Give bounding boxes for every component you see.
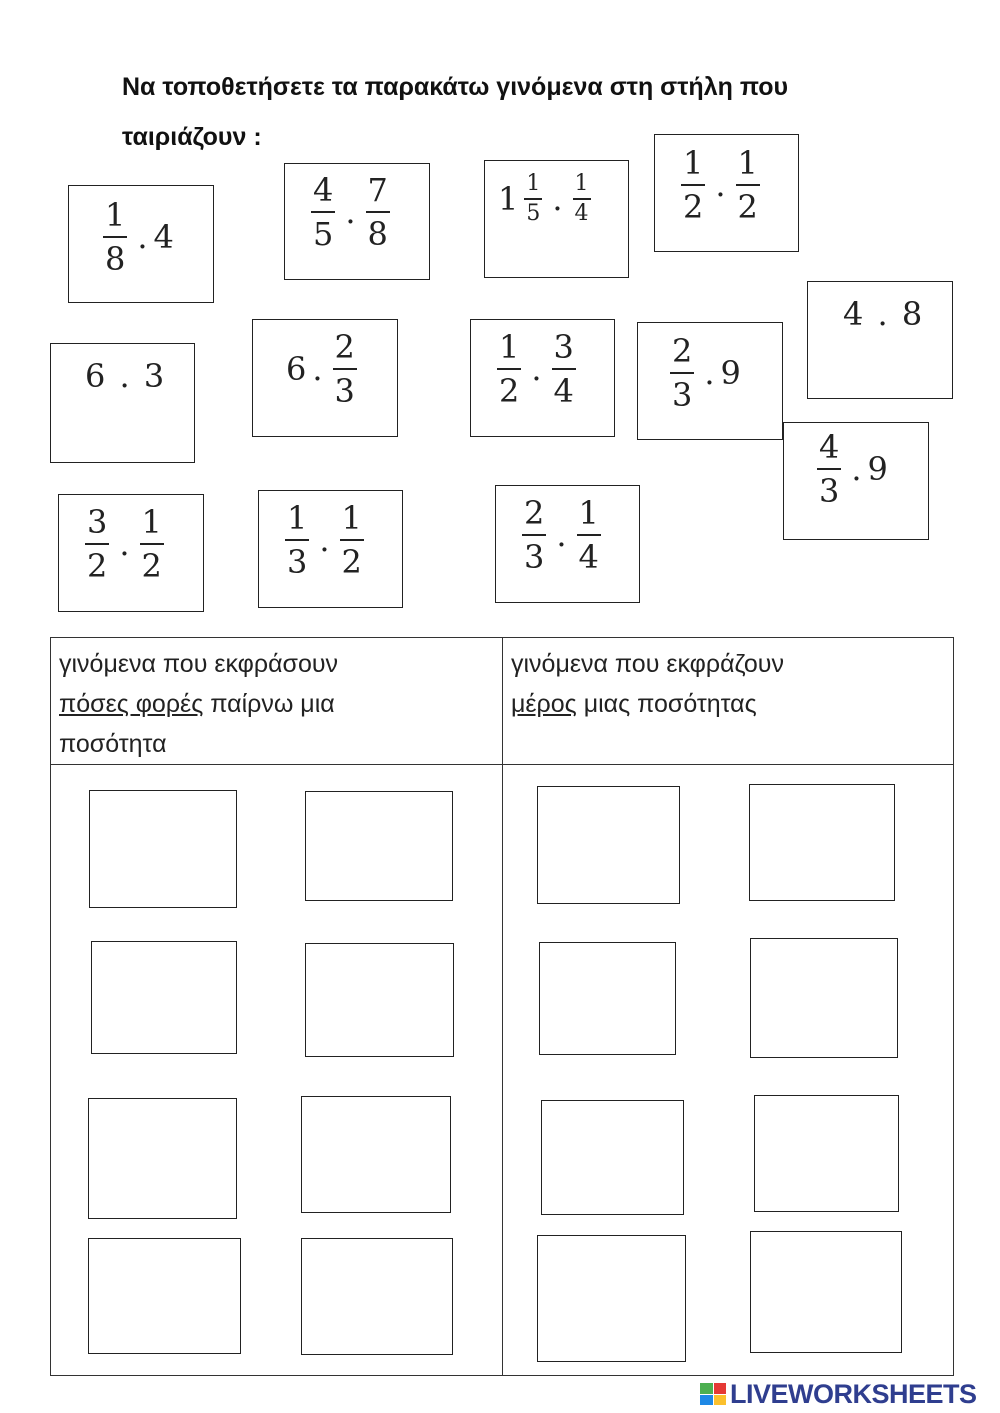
denominator: 2 (737, 188, 758, 226)
fraction-bar (524, 198, 542, 200)
numerator: 2 (334, 328, 355, 366)
product-card[interactable] (284, 163, 430, 280)
numerator: 1 (737, 144, 758, 182)
multiply-operator: . (556, 516, 567, 554)
denominator: 3 (672, 376, 693, 414)
left-header-text-2: παίρνω μια (210, 690, 335, 718)
fraction-bar (552, 368, 576, 370)
product-expression (85, 357, 166, 395)
fraction-bar (736, 184, 760, 186)
product-expression (498, 173, 595, 225)
numerator: 1 (578, 494, 599, 532)
denominator: 5 (526, 200, 541, 226)
fraction-bar (85, 543, 109, 545)
fraction-bar (577, 534, 601, 536)
right-header-text-2: μιας ποσότητας (583, 690, 757, 718)
numerator: 1 (105, 196, 126, 234)
multiply-operator: . (319, 521, 330, 559)
right-column-header (503, 638, 954, 765)
drop-slot-right[interactable] (754, 1095, 899, 1212)
product-card[interactable] (783, 422, 929, 540)
product-card[interactable] (58, 494, 204, 612)
numerator: 1 (683, 144, 704, 182)
fraction (103, 196, 127, 278)
drop-slot-right[interactable] (539, 942, 676, 1055)
multiply-operator: . (531, 350, 542, 388)
fraction-bar (340, 539, 364, 541)
multiply-operator: . (704, 354, 715, 392)
product-card[interactable] (258, 490, 403, 608)
product-expression (518, 494, 605, 576)
denominator: 2 (683, 188, 704, 226)
fraction (736, 144, 760, 226)
denominator: 5 (313, 215, 334, 253)
product-card[interactable] (252, 319, 398, 437)
product-card[interactable] (637, 322, 783, 440)
multiply-operator: . (345, 193, 356, 231)
number: 6 (286, 350, 307, 388)
fraction-bar (366, 211, 390, 213)
product-expression (286, 328, 361, 410)
drop-slot-left[interactable] (301, 1096, 451, 1213)
brand-text: LIVEWORKSHEETS (730, 1378, 977, 1409)
liveworksheets-logo (700, 1378, 995, 1409)
product-expression (813, 428, 888, 510)
numerator: 1 (141, 503, 162, 541)
fraction-bar (817, 468, 841, 470)
product-text: 6 . 3 (85, 357, 167, 395)
left-header-text-1: γινόμενα που εκφράσουν (59, 650, 339, 678)
product-card[interactable] (50, 343, 195, 463)
logo-mark-icon (700, 1383, 726, 1405)
numerator: 1 (287, 499, 308, 537)
fraction (140, 503, 164, 585)
drop-slot-right[interactable] (537, 786, 680, 904)
denominator: 2 (87, 547, 108, 585)
fraction (285, 499, 309, 581)
product-expression (677, 144, 764, 226)
right-header-text-1: γινόμενα που εκφράζουν (511, 650, 784, 678)
multiply-operator: . (119, 525, 130, 563)
numerator: 1 (526, 171, 541, 196)
fraction (573, 173, 591, 225)
fraction (552, 328, 576, 410)
denominator: 2 (499, 372, 520, 410)
drop-slot-left[interactable] (305, 943, 454, 1057)
product-card[interactable] (654, 134, 799, 252)
fraction-bar (573, 198, 591, 200)
instruction-line-1: Να τοποθετήσετε τα παρακάτω γινόμενα στη στήλη που (122, 73, 789, 101)
denominator: 4 (553, 372, 574, 410)
denominator: 4 (574, 200, 589, 226)
denominator: 2 (141, 547, 162, 585)
product-card[interactable] (68, 185, 214, 303)
fraction (577, 494, 601, 576)
fraction-bar (311, 211, 335, 213)
fraction (366, 171, 390, 253)
multiply-operator: . (715, 166, 726, 204)
fraction (670, 332, 694, 414)
product-text: 4 . 8 (843, 295, 925, 333)
product-card[interactable] (807, 281, 953, 399)
product-card[interactable] (484, 160, 629, 278)
drop-slot-left[interactable] (88, 1098, 237, 1219)
denominator: 8 (367, 215, 388, 253)
numerator: 2 (524, 494, 545, 532)
number: 4 (153, 218, 174, 256)
drop-slot-right[interactable] (750, 1231, 902, 1353)
numerator: 3 (553, 328, 574, 366)
fraction-bar (522, 534, 546, 536)
denominator: 4 (578, 538, 599, 576)
fraction (85, 503, 109, 585)
fraction (817, 428, 841, 510)
product-card[interactable] (495, 485, 640, 603)
drop-slot-left[interactable] (88, 1238, 241, 1354)
drop-slot-left[interactable] (91, 941, 237, 1054)
fraction (333, 328, 357, 410)
denominator: 3 (334, 372, 355, 410)
left-header-text-3: ποσότητα (59, 730, 167, 758)
multiply-operator: . (552, 179, 563, 218)
drop-slot-left[interactable] (305, 791, 453, 901)
numerator: 3 (87, 503, 108, 541)
numerator: 4 (819, 428, 840, 466)
fraction (681, 144, 705, 226)
instruction-line-2: ταιριάζουν : (122, 123, 262, 151)
fraction-bar (103, 236, 127, 238)
fraction-bar (497, 368, 521, 370)
fraction (497, 328, 521, 410)
fraction (340, 499, 364, 581)
denominator: 8 (105, 240, 126, 278)
numerator: 7 (367, 171, 388, 209)
left-column-header (51, 638, 503, 765)
number: 9 (867, 450, 888, 488)
fraction (311, 171, 335, 253)
drop-slot-right[interactable] (537, 1235, 686, 1362)
fraction (522, 494, 546, 576)
right-header-underlined: μέρος (511, 690, 577, 718)
product-expression (843, 295, 924, 333)
product-card[interactable] (470, 319, 615, 437)
fraction-bar (681, 184, 705, 186)
fraction-bar (285, 539, 309, 541)
drop-slot-right[interactable] (749, 784, 895, 901)
numerator: 2 (672, 332, 693, 370)
product-expression (81, 503, 168, 585)
numerator: 1 (574, 171, 589, 196)
numerator: 1 (499, 328, 520, 366)
drop-slot-right[interactable] (541, 1100, 684, 1215)
drop-slot-right[interactable] (750, 938, 898, 1058)
left-header-underlined: πόσες φορές (59, 690, 204, 718)
product-expression (666, 332, 741, 414)
product-expression (281, 499, 368, 581)
multiply-operator: . (137, 218, 148, 256)
denominator: 2 (341, 543, 362, 581)
fraction-bar (140, 543, 164, 545)
product-expression (493, 328, 580, 410)
product-expression (307, 171, 394, 253)
fraction-bar (670, 372, 694, 374)
fraction (524, 173, 542, 225)
whole-number: 1 (498, 179, 519, 218)
numerator: 1 (341, 499, 362, 537)
product-expression (99, 196, 174, 278)
denominator: 3 (524, 538, 545, 576)
fraction-bar (333, 368, 357, 370)
instruction-heading (122, 62, 942, 162)
denominator: 3 (287, 543, 308, 581)
multiply-operator: . (312, 350, 323, 388)
numerator: 4 (313, 171, 334, 209)
multiply-operator: . (851, 450, 862, 488)
number: 9 (720, 354, 741, 392)
drop-slot-left[interactable] (301, 1238, 453, 1355)
drop-slot-left[interactable] (89, 790, 237, 908)
denominator: 3 (819, 472, 840, 510)
